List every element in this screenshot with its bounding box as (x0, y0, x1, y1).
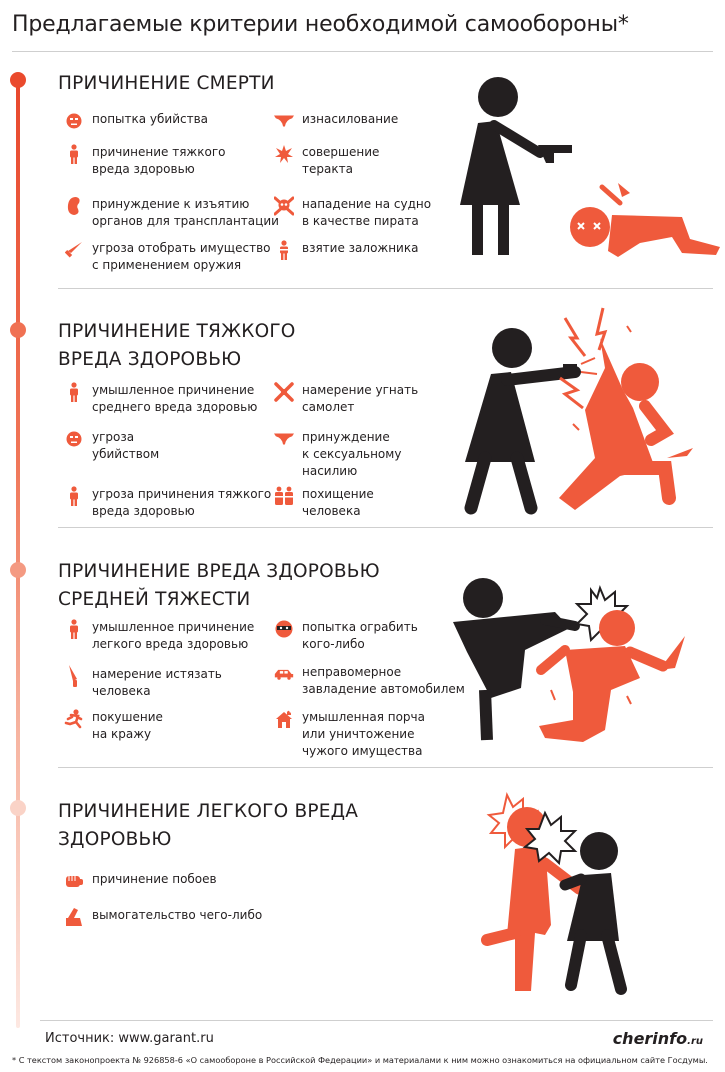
severity-timeline (16, 78, 20, 1028)
person-icon (64, 144, 84, 164)
fist-icon (64, 871, 84, 891)
knife-icon (64, 666, 84, 686)
list-item: похищение человека (274, 486, 374, 520)
list-item: умышленная порча или уничтожение чужого имущества (274, 709, 425, 760)
list-item: причинение побоев (64, 871, 217, 891)
source-text: Источник: www.garant.ru (45, 1031, 214, 1046)
running-thief-icon (64, 709, 84, 729)
brand-logo: cherinfo.ru (612, 1029, 703, 1048)
knife-icon (64, 240, 84, 260)
list-item: угроза отобрать имущество с применением оружия (64, 240, 270, 274)
timeline-dot-1 (10, 72, 26, 88)
list-item: взятие заложника (274, 240, 418, 260)
list-item: умышленное причинение легкого вреда здоровью (64, 619, 254, 653)
page-title: Предлагаемые критерии необходимой самообороны* (12, 12, 629, 37)
robber-mask-icon (274, 619, 294, 639)
list-item: изнасилование (274, 111, 398, 131)
timeline-dot-2 (10, 322, 26, 338)
angry-face-icon (64, 111, 84, 131)
section-divider (58, 288, 713, 289)
section-title-moderate-harm: ПРИЧИНЕНИЕ ВРЕДА ЗДОРОВЬЮ СРЕДНЕЙ ТЯЖЕСТИ (58, 561, 380, 610)
money-hand-icon (64, 907, 84, 927)
section-divider (58, 767, 713, 768)
illustration-shooting (450, 75, 720, 275)
hostage-icon (274, 240, 294, 260)
kidnapping-icon (274, 486, 294, 506)
illustration-kick (445, 570, 710, 745)
list-item: принуждение к сексуальному насилию (274, 429, 401, 480)
timeline-dot-4 (10, 800, 26, 816)
car-icon (274, 664, 294, 684)
footer-divider (40, 1020, 713, 1021)
list-item: вымогательство чего-либо (64, 907, 262, 927)
person-icon (64, 486, 84, 506)
list-item: неправомерное завладение автомобилем (274, 664, 465, 698)
list-item: намерение истязать человека (64, 666, 222, 700)
list-item: нападение на судно в качестве пирата (274, 196, 431, 230)
person-icon (64, 382, 84, 402)
underwear-icon (274, 429, 294, 449)
section-title-death: ПРИЧИНЕНИЕ СМЕРТИ (58, 73, 275, 94)
person-icon (64, 619, 84, 639)
list-item: умышленное причинение среднего вреда здоровью (64, 382, 257, 416)
angry-face-icon (64, 429, 84, 449)
section-title-minor-harm: ПРИЧИНЕНИЕ ЛЕГКОГО ВРЕДА ЗДОРОВЬЮ (58, 801, 359, 850)
list-item: попытка убийства (64, 111, 208, 131)
explosion-icon (274, 144, 294, 164)
list-item: угроза причинения тяжкого вреда здоровью (64, 486, 271, 520)
illustration-stun-gun (455, 298, 720, 518)
airplane-icon (274, 382, 294, 402)
list-item: причинение тяжкого вреда здоровью (64, 144, 225, 178)
list-item: совершение теракта (274, 144, 379, 178)
section-title-grave-harm: ПРИЧИНЕНИЕ ТЯЖКОГО ВРЕДА ЗДОРОВЬЮ (58, 321, 296, 370)
section-divider (58, 527, 713, 528)
underwear-icon (274, 111, 294, 131)
list-item: намерение угнать самолет (274, 382, 418, 416)
footnote: * С текстом законопроекта № 926858-6 «О самообороне в Российской Федерации» и материалами к ним можно ознакомиться на официальном сайте Госдумы. (12, 1055, 708, 1065)
list-item: попытка ограбить кого-либо (274, 619, 418, 653)
skull-crossbones-icon (274, 196, 294, 216)
list-item: угроза убийством (64, 429, 159, 463)
list-item: принуждение к изъятию органов для трансплантации (64, 196, 279, 230)
kidney-icon (64, 196, 84, 216)
burning-house-icon (274, 709, 294, 729)
timeline-dot-3 (10, 562, 26, 578)
title-divider (12, 51, 713, 52)
list-item: покушение на кражу (64, 709, 163, 743)
illustration-punch (475, 785, 675, 1000)
